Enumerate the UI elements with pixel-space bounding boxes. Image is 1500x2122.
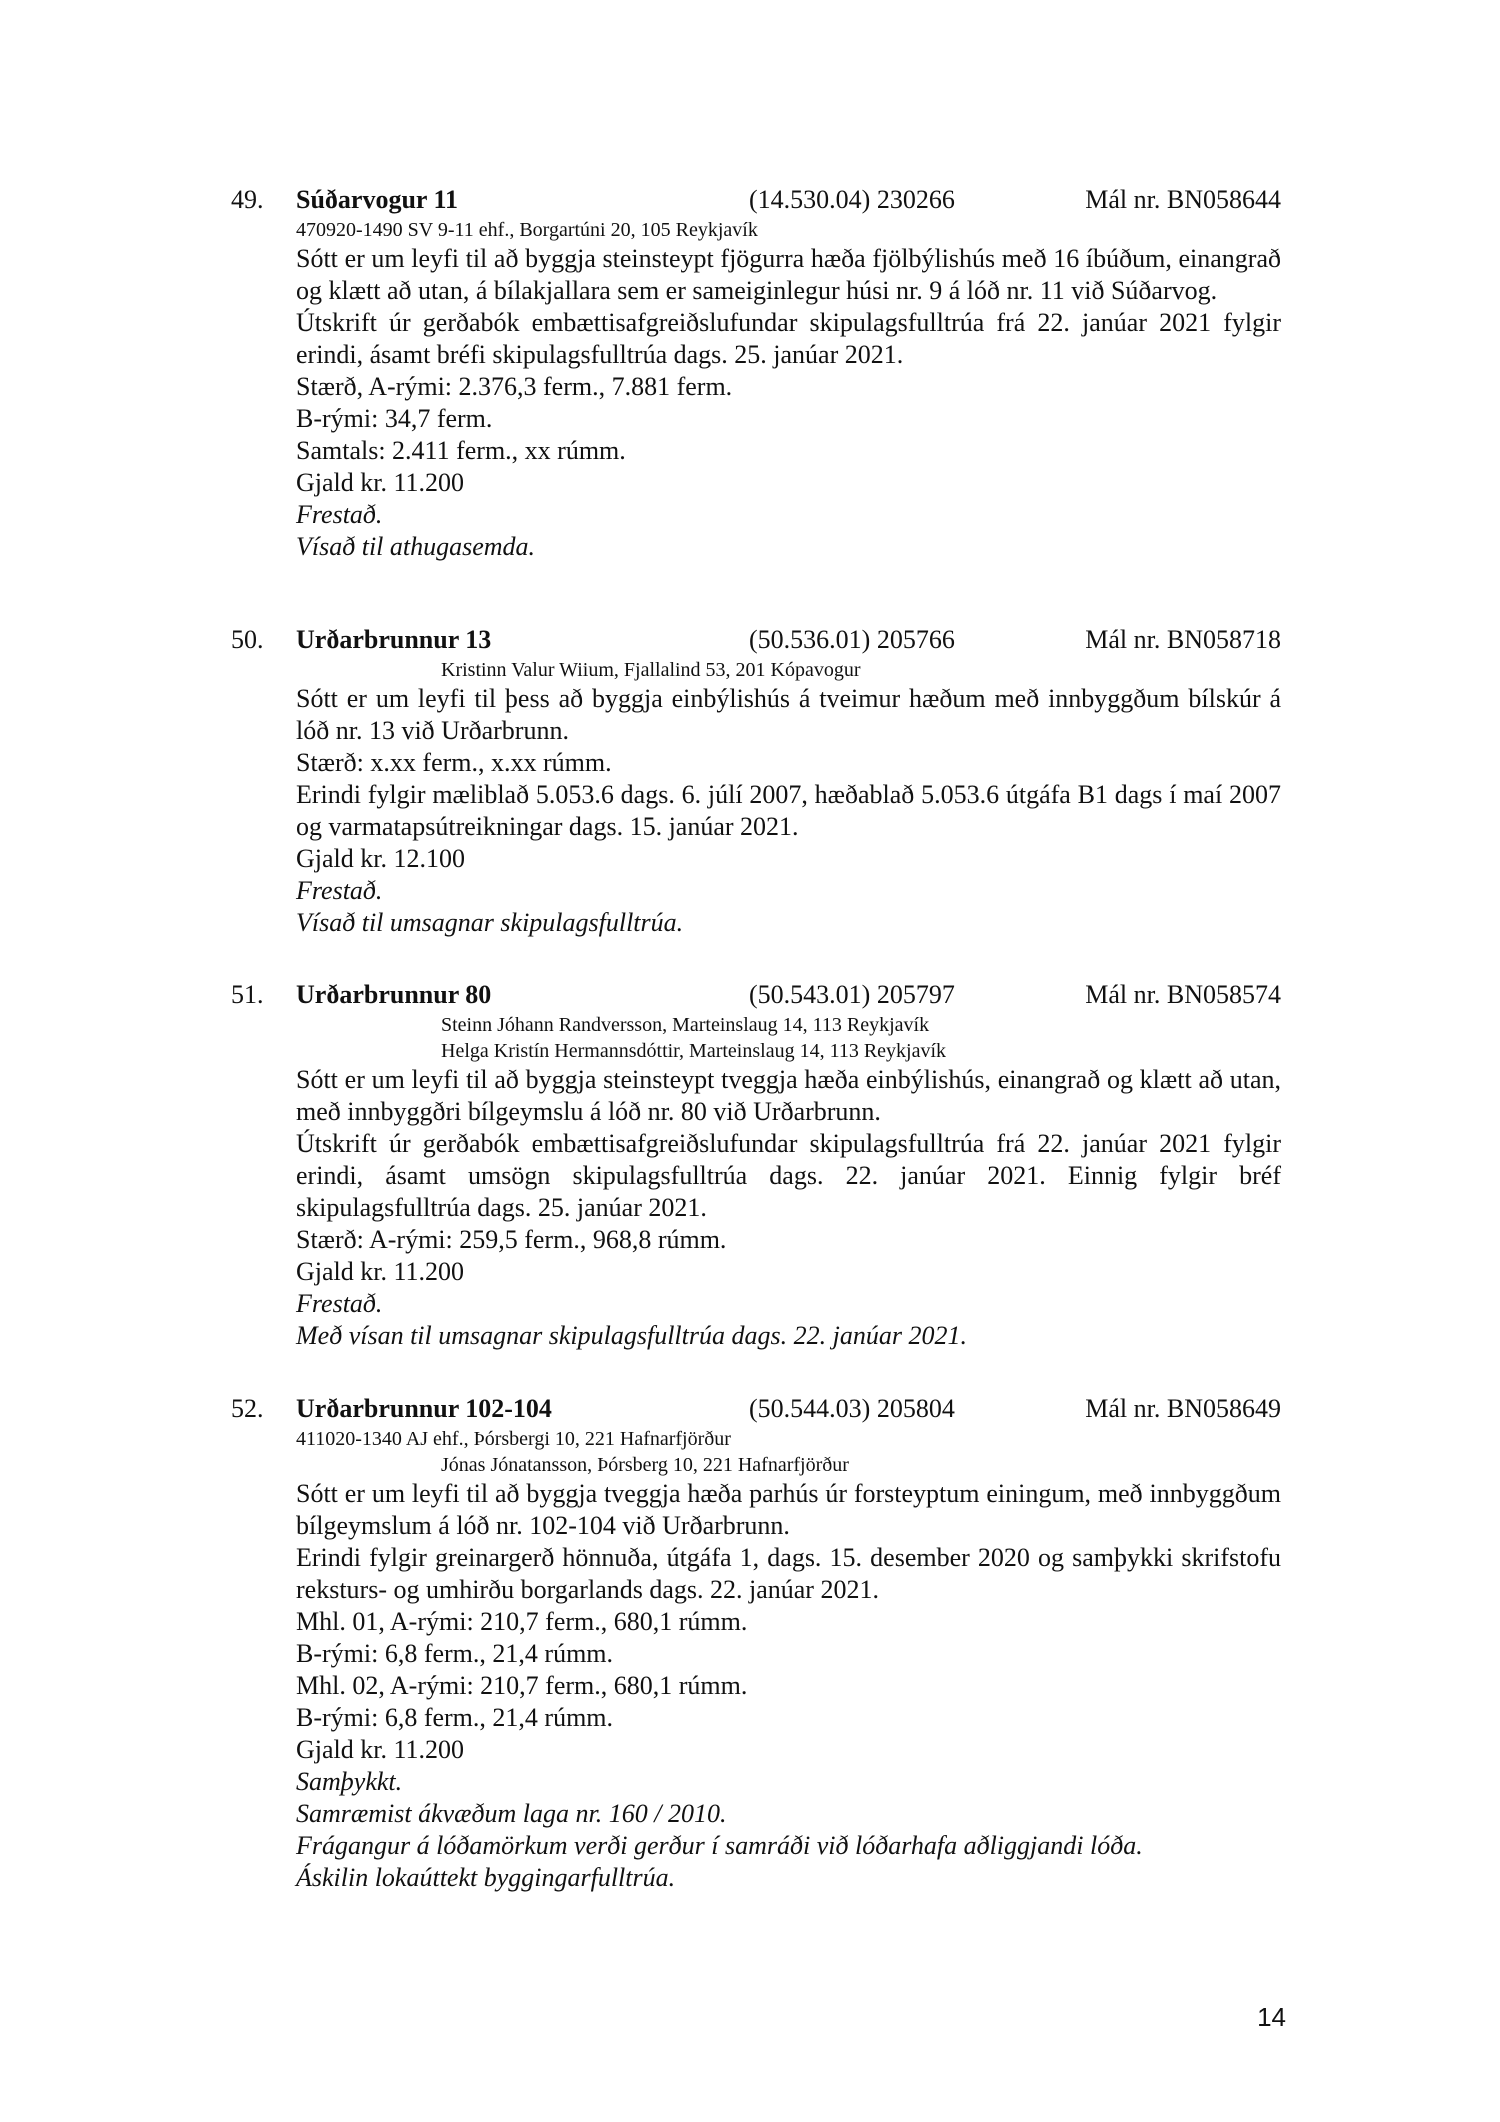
size-line: B-rými: 6,8 ferm., 21,4 rúmm. — [296, 1639, 614, 1668]
size-line: Stærð, A-rými: 2.376,3 ferm., 7.881 ferm. — [296, 372, 733, 401]
case-entry — [231, 1392, 1281, 1894]
case-entry — [231, 183, 1281, 563]
entry-title: Urðarbrunnur 102-104 — [296, 1394, 552, 1423]
decision-line: Frestað. — [296, 500, 383, 529]
applicant: Jónas Jónatansson, Þórsberg 10, 221 Hafnarfjörður — [441, 1454, 849, 1476]
decision-line: Frestað. — [296, 876, 383, 905]
entry-header — [231, 1392, 1281, 1426]
applicant: Helga Kristín Hermannsdóttir, Marteinslaug 14, 113 Reykjavík — [441, 1040, 947, 1062]
description-paragraph: Sótt er um leyfi til að byggja steinsteypt tveggja hæða einbýlishús, einangrað og klætt að utan, með innbyggðri bílgeymslu á lóð nr. 80 við Urðarbrunn. — [296, 1065, 1281, 1126]
description-paragraph: Sótt er um leyfi til þess að byggja einbýlishús á tveimur hæðum með innbyggðum bílskúr á lóð nr. 13 við Urðarbrunn. — [296, 684, 1281, 745]
size-line: Mhl. 01, A-rými: 210,7 ferm., 680,1 rúmm. — [296, 1607, 748, 1636]
entry-number: 51. — [231, 980, 264, 1009]
description-paragraph: Útskrift úr gerðabók embættisafgreiðslufundar skipulagsfulltrúa frá 22. janúar 2021 fylgir erindi, ásamt bréfi skipulagsfulltrúa dags. 25. janúar 2021. — [296, 308, 1281, 369]
entry-reference: (50.543.01) 205797 — [749, 980, 955, 1009]
entry-reference: (50.544.03) 205804 — [749, 1394, 955, 1423]
applicant: Steinn Jóhann Randversson, Marteinslaug 14, 113 Reykjavík — [441, 1014, 930, 1036]
applicant: 411020-1340 AJ ehf., Þórsbergi 10, 221 Hafnarfjörður — [296, 1428, 731, 1450]
entry-title: Súðarvogur 11 — [296, 185, 459, 214]
description-paragraph: Erindi fylgir mæliblað 5.053.6 dags. 6. júlí 2007, hæðablað 5.053.6 útgáfa B1 dags í maí 2007 og varmatapsútreikningar dags. 15. janúar 2021. — [296, 780, 1281, 841]
fee-line: Gjald kr. 12.100 — [296, 844, 465, 873]
decision-line: Samþykkt. — [296, 1767, 403, 1796]
description-paragraph: Sótt er um leyfi til að byggja steinsteypt fjögurra hæða fjölbýlishús með 16 íbúðum, einangrað og klætt að utan, á bílakjallara sem er sameiginlegur húsi nr. 9 á lóð nr. 11 við Súðarvog. — [296, 244, 1281, 305]
size-line: Samtals: 2.411 ferm., xx rúmm. — [296, 436, 626, 465]
description-paragraph: Sótt er um leyfi til að byggja tveggja hæða parhús úr forsteyptum einingum, með innbyggðum bílgeymslum á lóð nr. 102-104 við Urðarbrunn. — [296, 1479, 1281, 1540]
size-line: B-rými: 34,7 ferm. — [296, 404, 493, 433]
entry-case-number: Mál nr. BN058574 — [1085, 980, 1281, 1009]
entry-header — [231, 183, 1281, 217]
size-line: Stærð: x.xx ferm., x.xx rúmm. — [296, 748, 612, 777]
fee-line: Gjald kr. 11.200 — [296, 1257, 465, 1286]
entry-header — [231, 623, 1281, 657]
decision-line: Frágangur á lóðamörkum verði gerður í samráði við lóðarhafa aðliggjandi lóða. — [296, 1831, 1143, 1860]
case-entry — [231, 978, 1281, 1352]
entry-case-number: Mál nr. BN058718 — [1085, 625, 1281, 654]
description-paragraph: Erindi fylgir greinargerð hönnuða, útgáfa 1, dags. 15. desember 2020 og samþykki skrifstofu reksturs- og umhirðu borgarlands dags. 22. janúar 2021. — [296, 1543, 1281, 1604]
description-paragraph: Útskrift úr gerðabók embættisafgreiðslufundar skipulagsfulltrúa frá 22. janúar 2021 fylgir erindi, ásamt umsögn skipulagsfulltrúa dags. 22. janúar 2021. Einnig fylgir bréf skipulagsfulltrúa dags. 25. janúar 2021. — [296, 1129, 1281, 1222]
decision-line: Vísað til athugasemda. — [296, 532, 536, 561]
entry-reference: (14.530.04) 230266 — [749, 185, 955, 214]
size-line: B-rými: 6,8 ferm., 21,4 rúmm. — [296, 1703, 614, 1732]
page-number: 14 — [1257, 2002, 1286, 2032]
fee-line: Gjald kr. 11.200 — [296, 468, 465, 497]
entry-header — [231, 978, 1281, 1012]
entry-case-number: Mál nr. BN058644 — [1085, 185, 1281, 214]
decision-line: Vísað til umsagnar skipulagsfulltrúa. — [296, 908, 684, 937]
fee-line: Gjald kr. 11.200 — [296, 1735, 465, 1764]
applicant: 470920-1490 SV 9-11 ehf., Borgartúni 20, 105 Reykjavík — [296, 219, 758, 241]
decision-line: Frestað. — [296, 1289, 383, 1318]
entry-number: 50. — [231, 625, 264, 654]
decision-line: Með vísan til umsagnar skipulagsfulltrúa dags. 22. janúar 2021. — [296, 1321, 967, 1350]
entry-reference: (50.536.01) 205766 — [749, 625, 955, 654]
decision-line: Samræmist ákvæðum laga nr. 160 / 2010. — [296, 1799, 727, 1828]
size-line: Stærð: A-rými: 259,5 ferm., 968,8 rúmm. — [296, 1225, 727, 1254]
entry-number: 49. — [231, 185, 264, 214]
case-entry — [231, 623, 1281, 939]
decision-line: Áskilin lokaúttekt byggingarfulltrúa. — [296, 1863, 676, 1892]
entry-title: Urðarbrunnur 13 — [296, 625, 492, 654]
entry-number: 52. — [231, 1394, 264, 1423]
applicant: Kristinn Valur Wiium, Fjallalind 53, 201 Kópavogur — [441, 659, 861, 681]
entry-title: Urðarbrunnur 80 — [296, 980, 492, 1009]
entry-case-number: Mál nr. BN058649 — [1085, 1394, 1281, 1423]
size-line: Mhl. 02, A-rými: 210,7 ferm., 680,1 rúmm. — [296, 1671, 748, 1700]
